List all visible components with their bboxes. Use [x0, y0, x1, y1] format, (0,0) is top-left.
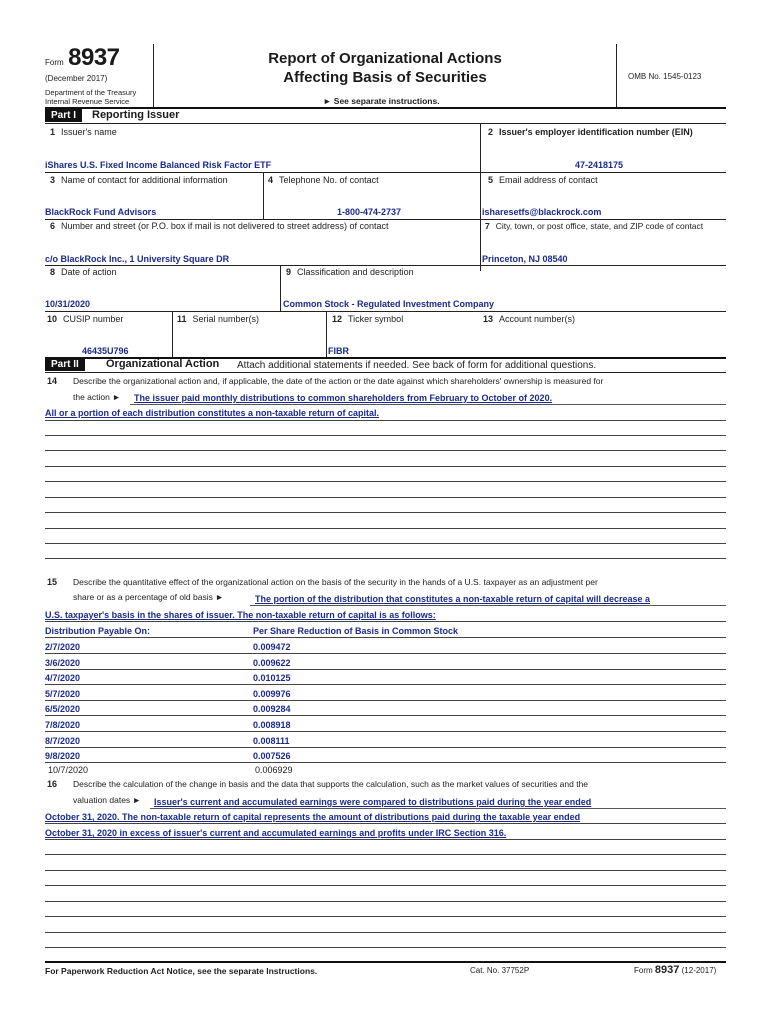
telephone-field[interactable]: 1-800-474-2737 — [337, 207, 402, 217]
field-11-label: 11 Serial number(s) — [177, 314, 260, 324]
contact-name-field[interactable]: BlackRock Fund Advisors — [45, 207, 157, 217]
dept-line-1: Department of the Treasury — [45, 88, 137, 97]
q15-answer-2[interactable]: U.S. taxpayer's basis in the shares of issuer. The non-taxable return of capital is as follows: — [45, 610, 436, 620]
part-1-title: Reporting Issuer — [92, 109, 180, 121]
last-row-amount: 0.006929 — [255, 765, 293, 775]
distribution-amount: 0.009622 — [253, 657, 291, 668]
dept-line-2: Internal Revenue Service — [45, 97, 130, 106]
distribution-amount: 0.009976 — [253, 688, 291, 699]
q14-text-2: the action ► — [73, 392, 121, 402]
field-13-label: 13 Account number(s) — [483, 314, 576, 324]
distribution-amount: 0.009284 — [253, 704, 291, 715]
form-revision: (December 2017) — [45, 74, 108, 83]
distribution-date: 4/7/2020 — [45, 673, 81, 684]
date-of-action-field[interactable]: 10/31/2020 — [45, 299, 91, 309]
form-title-line-2: Affecting Basis of Securities — [283, 69, 487, 86]
distribution-date: 5/7/2020 — [45, 688, 81, 699]
distribution-amount: 0.009472 — [253, 642, 291, 652]
ein-field[interactable]: 47-2418175 — [575, 160, 624, 170]
q16-text-2: valuation dates ► — [73, 795, 141, 805]
omb-number: OMB No. 1545-0123 — [628, 72, 702, 81]
distribution-date: 8/7/2020 — [45, 735, 81, 746]
q16-text-1: Describe the calculation of the change in basis and the data that supports the calculation, such as the market values of securities and the — [73, 779, 589, 789]
field-2-label: 2 Issuer's employer identification number (EIN) — [488, 127, 693, 137]
table-header-amount: Per Share Reduction of Basis in Common Stock — [253, 626, 459, 636]
q16-answer-1[interactable]: Issuer's current and accumulated earnings were compared to distributions paid during the year ended — [154, 797, 592, 807]
distribution-amount: 0.007526 — [253, 751, 291, 762]
distribution-amount: 0.008111 — [253, 735, 290, 746]
field-6-label: 6 Number and street (or P.O. box if mail is not delivered to street address) of contact — [50, 221, 389, 231]
distribution-date: 9/8/2020 — [45, 751, 81, 762]
form-id-block — [45, 44, 120, 72]
part-2-title: Organizational Action — [106, 358, 220, 370]
distribution-date: 2/7/2020 — [45, 642, 81, 652]
street-address-field[interactable]: c/o BlackRock Inc., 1 University Square DR — [45, 254, 230, 264]
q15-number: 15 — [47, 577, 58, 587]
field-5-label: 5 Email address of contact — [488, 175, 598, 185]
form-word: Form — [45, 58, 64, 67]
ticker-field[interactable]: FIBR — [328, 346, 349, 356]
q14-text-1: Describe the organizational action and, if applicable, the date of the action or the date against which shareholders' ownership is measured for — [73, 376, 604, 386]
distribution-date: 7/8/2020 — [45, 720, 81, 730]
field-3-label: 3 Name of contact for additional information — [50, 175, 228, 185]
q15-answer-1[interactable]: The portion of the distribution that constitutes a non-taxable return of capital will decrease a — [255, 594, 651, 604]
classification-field[interactable]: Common Stock - Regulated Investment Company — [283, 299, 495, 309]
issuer-name-field[interactable]: iShares U.S. Fixed Income Balanced Risk Factor ETF — [45, 160, 272, 170]
q16-answer-3[interactable]: October 31, 2020 in excess of issuer's current and accumulated earnings and profits under IRC Section 316. — [45, 828, 507, 838]
catalog-number: Cat. No. 37752P — [470, 966, 530, 975]
q15-text-1: Describe the quantitative effect of the organizational action on the basis of the security in the hands of a U.S. taxpayer as an adjustment per — [73, 577, 598, 587]
part-2-subtitle: Attach additional statements if needed. See back of form for additional questions. — [237, 360, 597, 371]
city-state-zip-field[interactable]: Princeton, NJ 08540 — [482, 254, 568, 264]
email-field[interactable]: isharesetfs@blackrock.com — [482, 207, 602, 217]
paperwork-notice: For Paperwork Reduction Act Notice, see the separate Instructions. — [45, 966, 318, 976]
last-row-date: 10/7/2020 — [48, 765, 89, 775]
field-12-label: 12 Ticker symbol — [332, 314, 404, 324]
table-header-date: Distribution Payable On: — [45, 626, 151, 636]
field-7-label: 7 City, town, or post office, state, and ZIP code of contact — [485, 221, 704, 231]
distribution-date: 3/6/2020 — [45, 657, 81, 668]
q14-number: 14 — [47, 376, 58, 386]
distribution-amount: 0.010125 — [253, 673, 291, 684]
instructions-note: ► See separate instructions. — [323, 96, 440, 106]
q16-number: 16 — [47, 779, 58, 789]
field-4-label: 4 Telephone No. of contact — [268, 175, 379, 185]
field-1-label: 1 Issuer's name — [50, 127, 117, 137]
footer-form-id: Form 8937 (12-2017) — [634, 964, 717, 976]
distribution-amount: 0.008918 — [253, 720, 291, 730]
q14-answer-2[interactable]: All or a portion of each distribution constitutes a non-taxable return of capital. — [45, 408, 380, 418]
distribution-date: 6/5/2020 — [45, 704, 81, 715]
form-title-line-1: Report of Organizational Actions — [268, 50, 502, 67]
q15-text-2: share or as a percentage of old basis ► — [73, 592, 224, 602]
q16-answer-2[interactable]: October 31, 2020. The non-taxable return of capital represents the amount of distributions paid during the taxable year ended — [45, 812, 581, 822]
field-10-label: 10 CUSIP number — [47, 314, 124, 324]
q14-answer-1[interactable]: The issuer paid monthly distributions to common shareholders from February to October of 2020. — [134, 393, 553, 403]
field-8-label: 8 Date of action — [50, 267, 117, 277]
cusip-field[interactable]: 46435U796 — [82, 346, 129, 356]
field-9-label: 9 Classification and description — [286, 267, 414, 277]
form-number: 8937 — [68, 44, 120, 71]
part-1-tag: Part I — [45, 109, 82, 122]
part-2-tag: Part II — [45, 358, 85, 371]
